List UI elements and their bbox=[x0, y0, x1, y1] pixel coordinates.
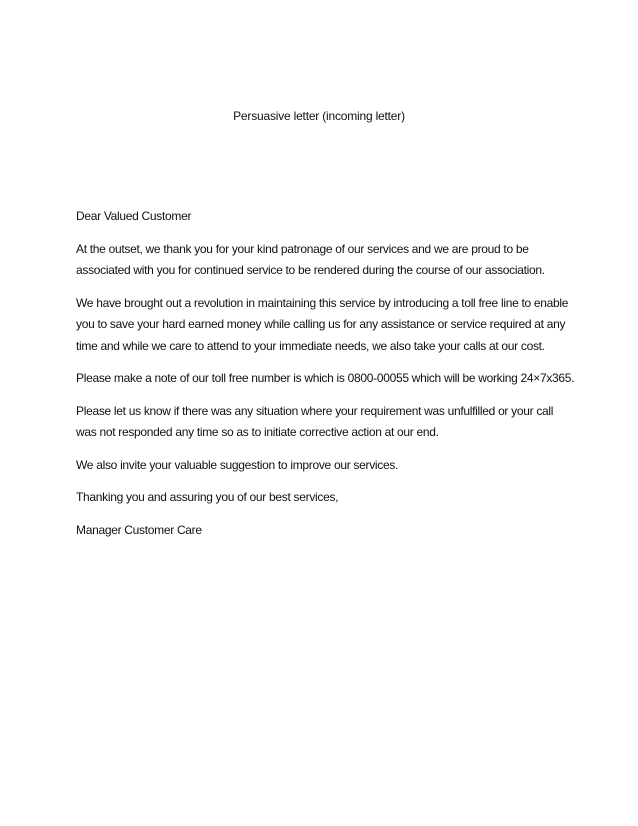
salutation: Dear Valued Customer bbox=[76, 209, 192, 223]
paragraph-5: We also invite your valuable suggestion to improve our services. bbox=[76, 457, 399, 472]
paragraph-3: Please make a note of our toll free number is which is 0800-00055 which will be working 24×7x365. bbox=[76, 371, 575, 385]
signature: Manager Customer Care bbox=[76, 522, 202, 537]
paragraph-1: At the outset, we thank you for your kind patronage of our services and we are proud to be associated with you for continued service to be rendered during the course of our association. bbox=[76, 241, 545, 277]
paragraph-4: Please let us know if there was any situation where your requirement was unfulfilled or your call was not responded any time so as to initiate corrective action at our end. bbox=[76, 403, 554, 439]
paragraph-2: We have brought out a revolution in maintaining this service by introducing a toll free line to enable you to save your hard earned money while calling us for any assistance or service required at any time and while we care to attend to your immediate needs, we also take your calls at our cost. bbox=[76, 295, 569, 353]
letter-body bbox=[76, 206, 576, 552]
paragraph-6: Thanking you and assuring you of our best services, bbox=[76, 490, 339, 504]
document-title: Persuasive letter (incoming letter) bbox=[233, 109, 405, 123]
